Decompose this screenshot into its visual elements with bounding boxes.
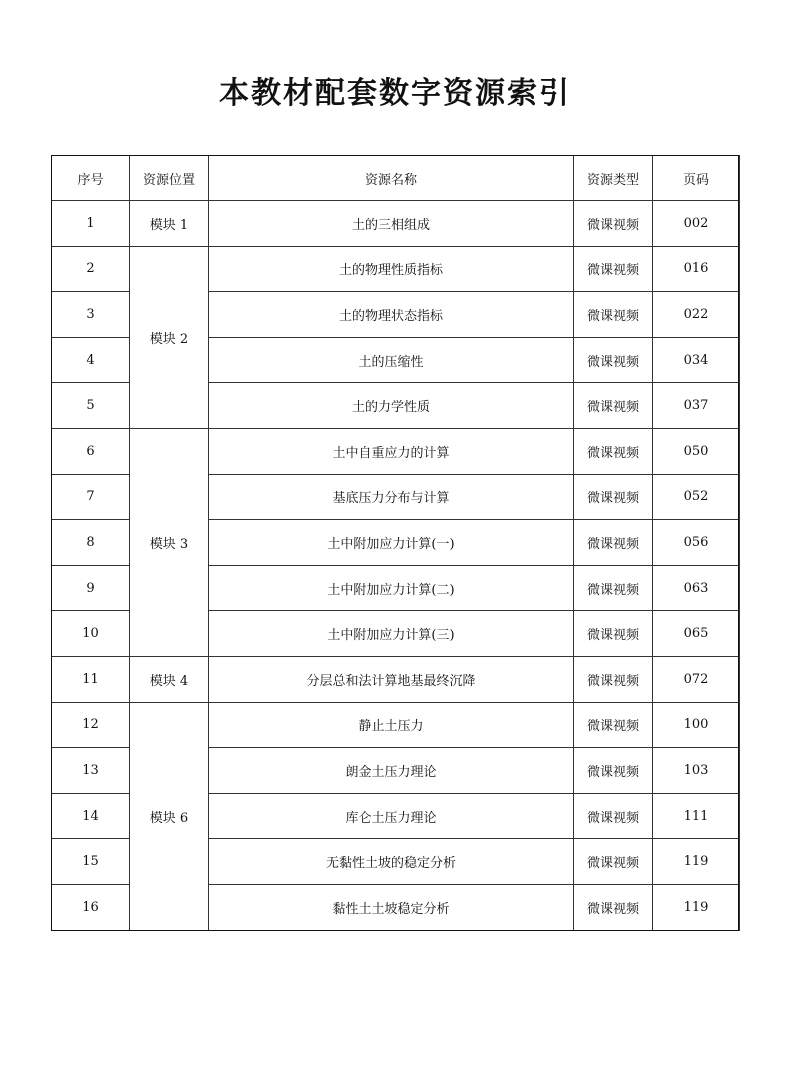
cell-index: 8 [52, 520, 130, 566]
cell-resource-type: 微课视频 [574, 748, 653, 794]
cell-index: 7 [52, 474, 130, 520]
cell-index: 15 [52, 839, 130, 885]
cell-resource-type: 微课视频 [574, 292, 653, 338]
cell-index: 6 [52, 428, 130, 474]
header-name: 资源名称 [209, 156, 574, 201]
cell-resource-name: 土中附加应力计算(三) [209, 611, 574, 657]
cell-resource-name: 土中自重应力的计算 [209, 428, 574, 474]
cell-resource-name: 静止土压力 [209, 702, 574, 748]
cell-resource-type: 微课视频 [574, 793, 653, 839]
table-row [52, 702, 740, 748]
cell-resource-name: 土的物理状态指标 [209, 292, 574, 338]
cell-module: 模块 4 [130, 656, 209, 702]
cell-resource-name: 土的物理性质指标 [209, 246, 574, 292]
cell-resource-type: 微课视频 [574, 565, 653, 611]
cell-resource-type: 微课视频 [574, 839, 653, 885]
cell-page: 022 [653, 292, 740, 338]
cell-page: 002 [653, 201, 740, 247]
cell-resource-name: 库仑土压力理论 [209, 793, 574, 839]
cell-resource-name: 黏性土土坡稳定分析 [209, 884, 574, 930]
cell-resource-type: 微课视频 [574, 246, 653, 292]
cell-module: 模块 3 [130, 428, 209, 656]
cell-index: 11 [52, 656, 130, 702]
cell-resource-type: 微课视频 [574, 656, 653, 702]
cell-resource-name: 基底压力分布与计算 [209, 474, 574, 520]
cell-index: 9 [52, 565, 130, 611]
cell-resource-name: 土中附加应力计算(一) [209, 520, 574, 566]
cell-index: 16 [52, 884, 130, 930]
cell-index: 2 [52, 246, 130, 292]
cell-page: 072 [653, 656, 740, 702]
table-header-row [52, 156, 740, 201]
cell-page: 050 [653, 428, 740, 474]
cell-index: 4 [52, 337, 130, 383]
table-row [52, 428, 740, 474]
cell-resource-name: 无黏性土坡的稳定分析 [209, 839, 574, 885]
page-title: 本教材配套数字资源索引 [219, 76, 571, 111]
resource-index-table [51, 155, 740, 931]
cell-resource-name: 土的压缩性 [209, 337, 574, 383]
cell-page: 065 [653, 611, 740, 657]
cell-resource-type: 微课视频 [574, 474, 653, 520]
cell-resource-type: 微课视频 [574, 428, 653, 474]
cell-resource-name: 朗金土压力理论 [209, 748, 574, 794]
cell-module: 模块 6 [130, 702, 209, 930]
cell-page: 056 [653, 520, 740, 566]
cell-resource-name: 土中附加应力计算(二) [209, 565, 574, 611]
cell-resource-type: 微课视频 [574, 520, 653, 566]
cell-resource-name: 分层总和法计算地基最终沉降 [209, 656, 574, 702]
cell-page: 119 [653, 884, 740, 930]
cell-resource-type: 微课视频 [574, 702, 653, 748]
table-row [52, 201, 740, 247]
cell-page: 111 [653, 793, 740, 839]
cell-page: 037 [653, 383, 740, 429]
cell-resource-type: 微课视频 [574, 201, 653, 247]
header-page: 页码 [653, 156, 740, 201]
cell-resource-name: 土的力学性质 [209, 383, 574, 429]
header-index: 序号 [52, 156, 130, 201]
cell-page: 103 [653, 748, 740, 794]
header-type: 资源类型 [574, 156, 653, 201]
cell-page: 100 [653, 702, 740, 748]
cell-index: 14 [52, 793, 130, 839]
table-row [52, 656, 740, 702]
table-row [52, 246, 740, 292]
cell-resource-type: 微课视频 [574, 884, 653, 930]
cell-index: 5 [52, 383, 130, 429]
cell-module: 模块 2 [130, 246, 209, 428]
cell-module: 模块 1 [130, 201, 209, 247]
cell-page: 052 [653, 474, 740, 520]
cell-index: 3 [52, 292, 130, 338]
cell-index: 10 [52, 611, 130, 657]
cell-page: 034 [653, 337, 740, 383]
cell-index: 12 [52, 702, 130, 748]
cell-resource-type: 微课视频 [574, 337, 653, 383]
header-location: 资源位置 [130, 156, 209, 201]
cell-page: 119 [653, 839, 740, 885]
cell-index: 1 [52, 201, 130, 247]
cell-resource-type: 微课视频 [574, 383, 653, 429]
cell-page: 063 [653, 565, 740, 611]
cell-index: 13 [52, 748, 130, 794]
cell-resource-name: 土的三相组成 [209, 201, 574, 247]
cell-resource-type: 微课视频 [574, 611, 653, 657]
cell-page: 016 [653, 246, 740, 292]
